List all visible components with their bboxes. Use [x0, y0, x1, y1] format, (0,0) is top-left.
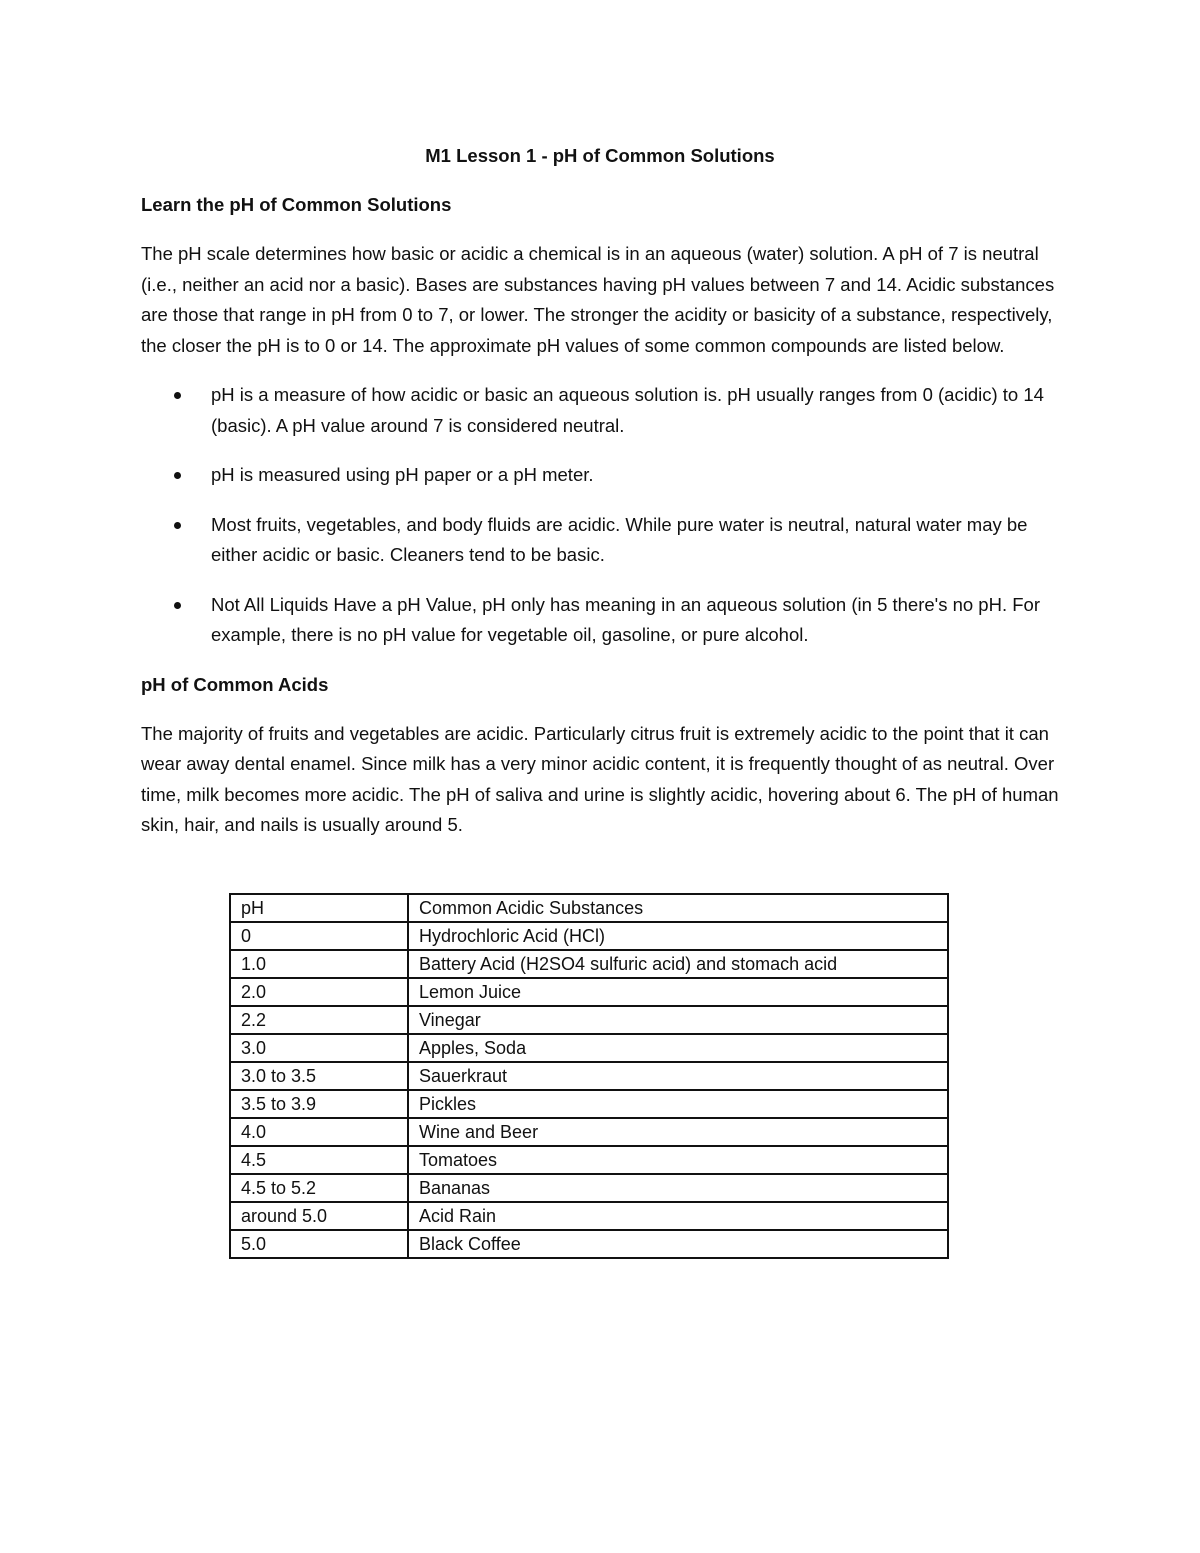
- table-row: [230, 950, 948, 978]
- bullet-icon: [174, 602, 181, 609]
- table-cell-substance: Acid Rain: [408, 1202, 948, 1230]
- table-cell-ph: around 5.0: [230, 1202, 408, 1230]
- bullet-icon: [174, 392, 181, 399]
- table-cell-substance: Wine and Beer: [408, 1118, 948, 1146]
- section-heading-acids: pH of Common Acids: [141, 673, 329, 695]
- table-cell-ph: 4.0: [230, 1118, 408, 1146]
- table-row: [230, 1006, 948, 1034]
- table-cell-ph: 2.0: [230, 978, 408, 1006]
- table-row: [230, 1230, 948, 1258]
- bullet-text: Not All Liquids Have a pH Value, pH only has meaning in an aqueous solution (in 5 there's no pH. For example, there is no pH value for vegetable oil, gasoline, or pure alcohol.: [211, 593, 1040, 645]
- table-cell-substance: Tomatoes: [408, 1146, 948, 1174]
- table-cell-substance: Vinegar: [408, 1006, 948, 1034]
- table-row: [230, 1174, 948, 1202]
- table-cell-ph: 0: [230, 922, 408, 950]
- table-row: [230, 1202, 948, 1230]
- table-row: [230, 1146, 948, 1174]
- acids-paragraph: The majority of fruits and vegetables are acidic. Particularly citrus fruit is extremely acidic to the point that it can wear away dental enamel. Since milk has a very minor acidic content, it is frequently thought of as neutral. Over time, milk becomes more acidic. The pH of saliva and urine is slightly acidic, hovering about 6. The pH of human skin, hair, and nails is usually around 5.: [141, 722, 1059, 835]
- table-row: [230, 978, 948, 1006]
- table-cell-substance: Apples, Soda: [408, 1034, 948, 1062]
- list-item: [141, 510, 1059, 571]
- table-cell-substance: Lemon Juice: [408, 978, 948, 1006]
- page-title: M1 Lesson 1 - pH of Common Solutions: [425, 145, 775, 166]
- bullet-list: [141, 380, 1059, 651]
- section-heading-learn: Learn the pH of Common Solutions: [141, 194, 452, 215]
- table-header-substance: Common Acidic Substances: [408, 894, 948, 922]
- table-cell-substance: Battery Acid (H2SO4 sulfuric acid) and stomach acid: [408, 950, 948, 978]
- table-cell-substance: Sauerkraut: [408, 1062, 948, 1090]
- table-cell-ph: 3.5 to 3.9: [230, 1090, 408, 1118]
- table-row: [230, 1118, 948, 1146]
- table-header-ph: pH: [230, 894, 408, 922]
- table-cell-ph: 4.5: [230, 1146, 408, 1174]
- document-body: [141, 141, 1059, 860]
- table-cell-substance: Black Coffee: [408, 1230, 948, 1258]
- table-cell-ph: 2.2: [230, 1006, 408, 1034]
- list-item: [141, 460, 1059, 491]
- table-cell-ph: 5.0: [230, 1230, 408, 1258]
- intro-paragraph: The pH scale determines how basic or acidic a chemical is in an aqueous (water) solution. A pH of 7 is neutral (i.e., neither an acid nor a basic). Bases are substances having pH values between 7 and 14. Acidic substances are those that range in pH from 0 to 7, or lower. The stronger the acidity or basicity of a substance, respectively, the closer the pH is to 0 or 14. The approximate pH values of some common compounds are listed below.: [141, 243, 1055, 356]
- bullet-icon: [174, 472, 181, 479]
- table-cell-ph: 3.0 to 3.5: [230, 1062, 408, 1090]
- table-cell-substance: Bananas: [408, 1174, 948, 1202]
- table-cell-substance: Pickles: [408, 1090, 948, 1118]
- table-row: [230, 922, 948, 950]
- table-cell-ph: 3.0: [230, 1034, 408, 1062]
- table-cell-ph: 4.5 to 5.2: [230, 1174, 408, 1202]
- list-item: [141, 590, 1059, 651]
- ph-table: [229, 893, 949, 1259]
- table-cell-substance: Hydrochloric Acid (HCl): [408, 922, 948, 950]
- list-item: [141, 380, 1059, 441]
- table-row: [230, 1034, 948, 1062]
- bullet-text: Most fruits, vegetables, and body fluids are acidic. While pure water is neutral, natural water may be either acidic or basic. Cleaners tend to be basic.: [211, 513, 1028, 565]
- table-row: [230, 1062, 948, 1090]
- bullet-text: pH is a measure of how acidic or basic an aqueous solution is. pH usually ranges from 0 (acidic) to 14 (basic). A pH value around 7 is considered neutral.: [211, 384, 1044, 436]
- table-row: [230, 1090, 948, 1118]
- bullet-icon: [174, 522, 181, 529]
- table-header-row: [230, 894, 948, 922]
- bullet-text: pH is measured using pH paper or a pH meter.: [211, 464, 594, 485]
- table-cell-ph: 1.0: [230, 950, 408, 978]
